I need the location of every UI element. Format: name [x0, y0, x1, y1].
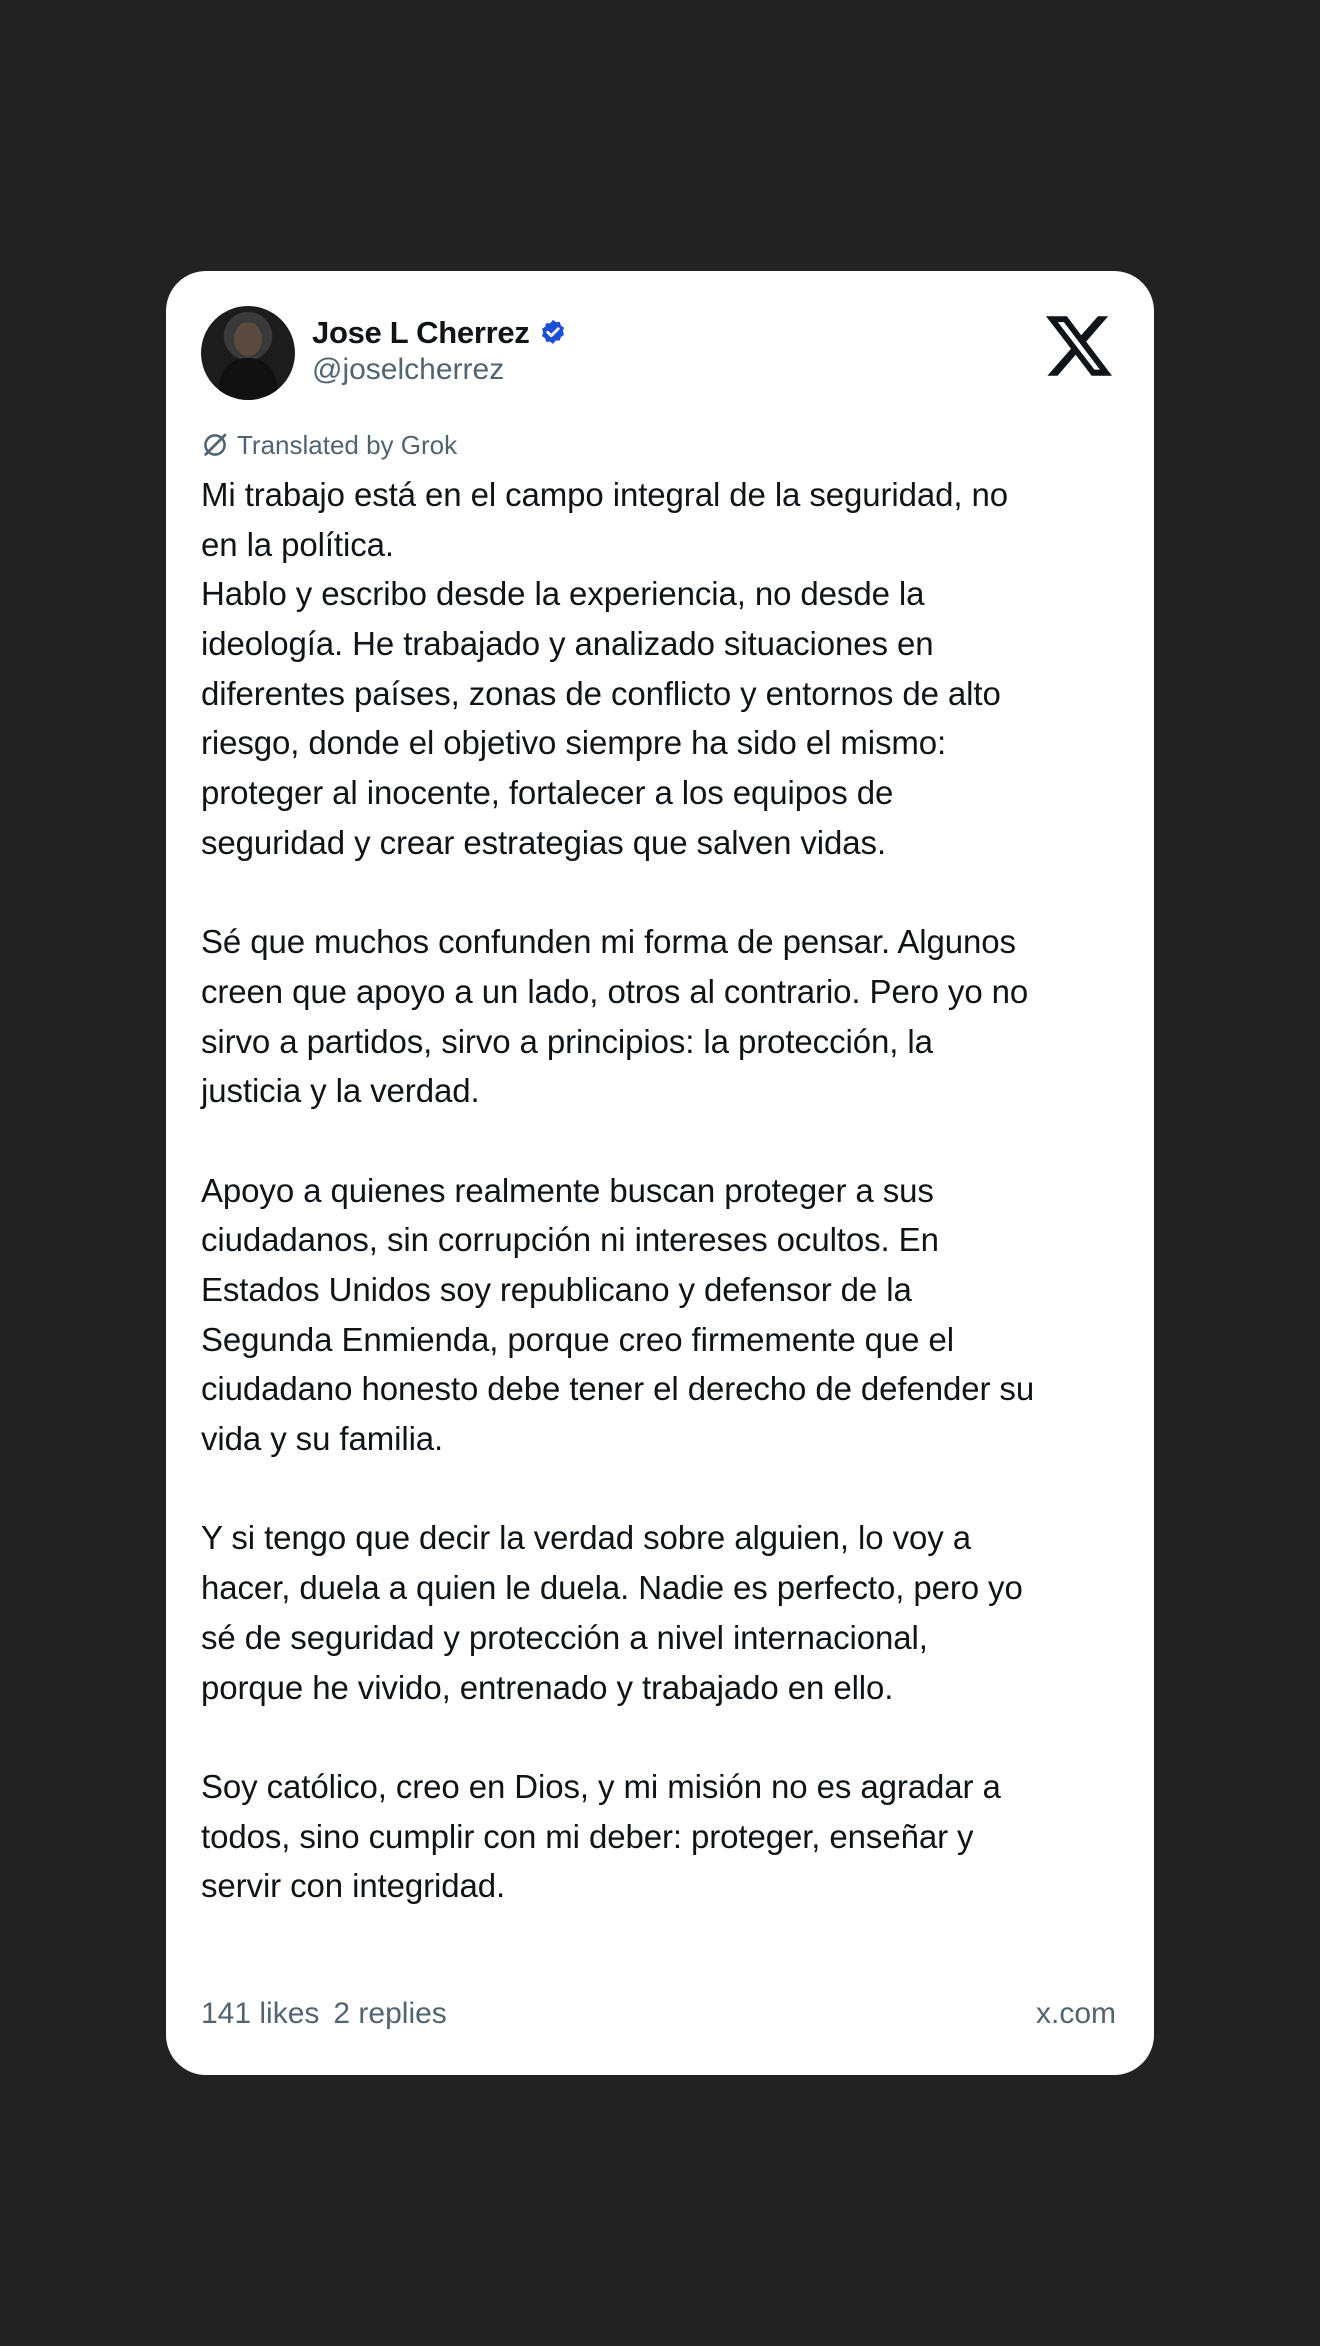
- author-handle[interactable]: @joselcherrez: [312, 353, 505, 386]
- post-line: todos, sino cumplir con mi deber: proteger, enseñar y: [201, 1817, 974, 1855]
- post-line: vida y su familia.: [201, 1420, 444, 1458]
- post-line: ciudadano honesto debe tener el derecho de defender su: [201, 1370, 1035, 1408]
- likes-count[interactable]: 141 likes: [201, 1997, 320, 2030]
- post-card: [166, 271, 1154, 2075]
- post-line: Mi trabajo está en el campo integral de la seguridad, no: [201, 476, 1009, 513]
- author-name-row: [312, 313, 568, 353]
- post-line: en la política.: [201, 525, 394, 563]
- post-body: [201, 470, 1136, 1911]
- post-line: Estados Unidos soy republicano y defensor de la: [201, 1271, 912, 1308]
- post-line: Hablo y escribo desde la experiencia, no desde la: [201, 575, 925, 613]
- post-line: servir con integridad.: [201, 1867, 506, 1905]
- post-line: justicia y la verdad.: [201, 1072, 480, 1110]
- post-line: creen que apoyo a un lado, otros al contrario. Pero yo no: [201, 972, 1029, 1010]
- post-line: [201, 868, 1136, 918]
- post-line: diferentes países, zonas de conflicto y entornos de alto: [201, 674, 1001, 712]
- post-line: [201, 1116, 1136, 1166]
- x-logo-icon[interactable]: [1046, 313, 1112, 379]
- post-line: Apoyo a quienes realmente buscan proteger a sus: [201, 1171, 934, 1209]
- translation-note: [201, 427, 457, 463]
- source-domain[interactable]: x.com: [1035, 1997, 1116, 2030]
- profile-avatar[interactable]: [201, 306, 295, 400]
- translation-label: Translated by Grok: [237, 429, 458, 460]
- post-stats: [201, 1997, 447, 2031]
- post-line: porque he vivido, entrenado y trabajado en ello.: [201, 1668, 894, 1706]
- post-line: sé de seguridad y protección a nivel internacional,: [201, 1618, 928, 1656]
- replies-count[interactable]: 2 replies: [333, 1997, 447, 2030]
- author-name[interactable]: Jose L Cherrez: [312, 315, 530, 350]
- avatar-body: [219, 358, 277, 400]
- post-line: Sé que muchos confunden mi forma de pensar. Algunos: [201, 923, 1016, 961]
- verified-badge-icon: [538, 318, 568, 348]
- post-line: Y si tengo que decir la verdad sobre alguien, lo voy a: [201, 1519, 971, 1557]
- post-line: Soy católico, creo en Dios, y mi misión no es agradar a: [201, 1767, 1001, 1805]
- post-line: proteger al inocente, fortalecer a los equipos de: [201, 774, 894, 812]
- post-line: sirvo a partidos, sirvo a principios: la protección, la: [201, 1022, 933, 1060]
- post-line: ideología. He trabajado y analizado situaciones en: [201, 625, 934, 663]
- avatar-head: [234, 322, 262, 356]
- post-line: hacer, duela a quien le duela. Nadie es perfecto, pero yo: [201, 1569, 1023, 1607]
- post-line: [201, 1712, 1136, 1762]
- post-line: seguridad y crear estrategias que salven vidas.: [201, 823, 887, 861]
- grok-translate-icon: [201, 431, 229, 459]
- post-line: riesgo, donde el objetivo siempre ha sido el mismo:: [201, 724, 947, 762]
- post-line: Segunda Enmienda, porque creo firmemente que el: [201, 1320, 954, 1358]
- post-line: [201, 1464, 1136, 1514]
- post-line: ciudadanos, sin corrupción ni intereses ocultos. En: [201, 1221, 939, 1259]
